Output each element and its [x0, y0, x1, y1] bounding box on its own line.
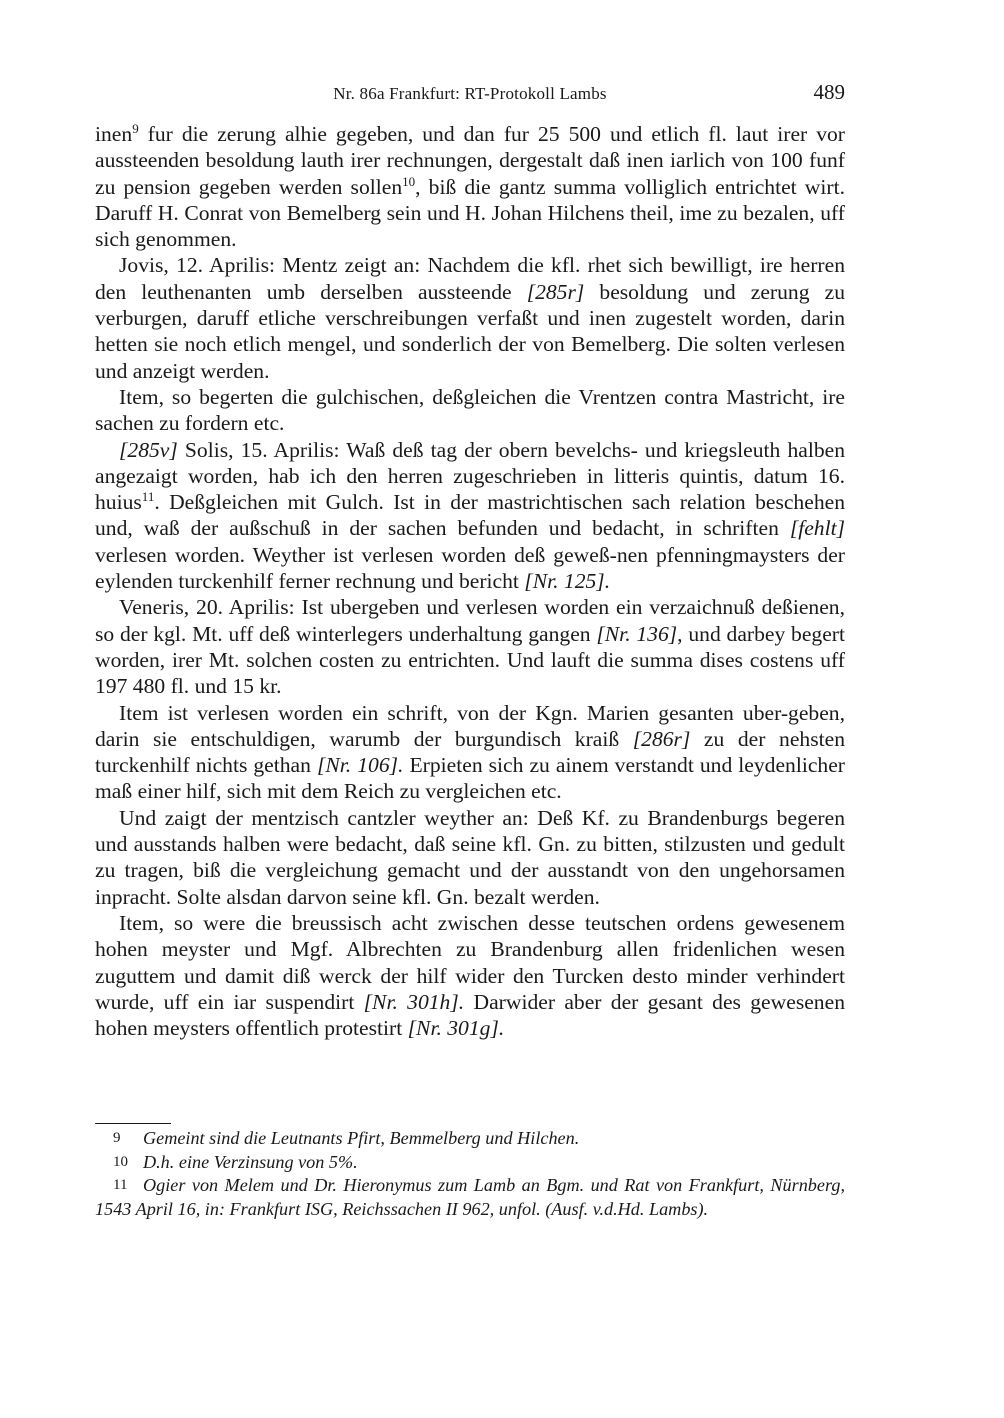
footnote-ref-11[interactable]: 11	[141, 489, 155, 505]
paragraph-2: Jovis, 12. Aprilis: Mentz zeigt an: Nachdem die kfl. rhet sich bewilligt, ire herren den leuthenanten umb derselben aussteende [285r] besoldung und zerung zu verburgen, daruff etliche verschreibungen verfaßt und inen zugestelt worden, darin hetten sie noch etlich mengel, und sonderlich der von Bemelberg. Die solten verlesen und anzeigt werden.	[95, 253, 846, 383]
paragraph-7: Und zaigt der mentzisch cantzler weyther an: Deß Kf. zu Brandenburgs begeren und ausstands halben were bedacht, daß seine kfl. Gn. zu bitten, stilzusten und gedult zu tragen, biß die vergleichung gemacht und der ausstandt von den ungehorsamen inpracht. Solte alsdan darvon seine kfl. Gn. bezalt werden.	[95, 805, 845, 909]
footnote-text: D.h. eine Verzinsung von 5%.	[143, 1151, 358, 1172]
footnote-ref-9[interactable]: 9	[132, 121, 139, 136]
footnote-number: 11	[113, 1177, 128, 1194]
document-reference: [Nr. 136]	[596, 621, 678, 646]
folio-marker: [286r]	[632, 726, 691, 751]
footnote-ref-10[interactable]: 10	[402, 173, 416, 189]
footnotes	[95, 1127, 845, 1221]
document-reference: [Nr. 301g].	[407, 1016, 505, 1041]
document-reference: [Nr. 106].	[316, 753, 404, 778]
paragraph-4: [285v] Solis, 15. Aprilis: Waß deß tag der obern bevelchs- und kriegsleuth halben angezaigt worden, hab ich den herren zugeschrieben in litteris quintis, datum 16. huius$^{11}$. Deßgleichen mit Gulch. Ist in der mastrichtischen sach relation beschehen und, waß der außschuß in der sachen befunden und bedacht, in schriften [fehlt] verlesen worden. Weyther ist verlesen worden deß geweß-nen pfenningmaysters der eylenden turckenhilf ferner rechnung und bericht [Nr. 125].	[95, 437, 845, 594]
paragraph-5: Veneris, 20. Aprilis: Ist ubergeben und verlesen worden ein verzaichnuß deßienen, so der kgl. Mt. uff deß winterlegers underhaltung gangen [Nr. 136], und darbey begert worden, irer Mt. solchen costen zu entrichten. Und lauft die summa dises costens uff 197 480 fl. und 15 kr.	[95, 595, 846, 699]
footnote-11	[95, 1174, 845, 1221]
running-title: Nr. 86a Frankfurt: RT-Protokoll Lambs	[333, 84, 607, 103]
footnote-text: Ogier von Melem und Dr. Hieronymus zum Lamb an Bgm. und Rat von Frankfurt, Nürnberg, 1543 April 16, in: Frankfurt ISG, Reichssachen II 962, unfol. (Ausf. v.d.Hd. Lambs).	[95, 1175, 845, 1219]
footnote-10	[95, 1151, 845, 1175]
main-text	[95, 121, 845, 1041]
paragraph-6: Item ist verlesen worden ein schrift, von der Kgn. Marien gesanten uber-geben, darin sie entschuldigen, warumb der burgundisch kraiß [286r] zu der nehsten turckenhilf nichts gethan [Nr. 106]. Erpieten sich zu ainem verstandt und leydenlicher maß einer hilf, sich mit dem Reich zu vergleichen etc.	[95, 700, 845, 804]
document-reference: [Nr. 301h].	[363, 989, 465, 1014]
folio-marker: [285r]	[526, 279, 585, 304]
paragraph-8: Item, so were die breussisch acht zwischen desse teutschen ordens gewesenem hohen meyster und Mgf. Albrechten zu Brandenburg allen fridenlichen wesen zuguttem und damit diß werck der hilf wider den Turcken desto minder verhindert wurde, uff ein iar suspendirt [Nr. 301h]. Darwider aber der gesant des gewesenen hohen meysters offentlich protestirt [Nr. 301g].	[95, 910, 845, 1041]
editorial-note: [fehlt]	[789, 516, 845, 541]
paragraph-3: Item, so begerten die gulchischen, deßgleichen die Vrentzen contra Mastricht, ire sachen zu fordern etc.	[95, 384, 845, 436]
folio-marker: [285v]	[119, 437, 178, 462]
paragraph-1: inen$^9$ fur die zerung alhie gegeben, und dan fur 25 500 und etlich fl. laut irer vor aussteenden besoldung lauth irer rechnungen, dergestalt daß inen iarlich von 100 funf zu pension gegeben werden sollen$^{10}$, biß die gantz summa volliglich entrichtet wirt. Daruff H. Conrat von Bemelberg sein und H. Johan Hilchens theil, ime zu bezalen, uff sich genommen.	[95, 121, 845, 252]
running-header	[95, 80, 845, 110]
footnote-9	[95, 1127, 845, 1151]
footnote-number: 9	[113, 1130, 121, 1146]
footnote-divider	[95, 1123, 171, 1124]
page-number: 489	[813, 80, 845, 104]
footnote-number: 10	[113, 1153, 128, 1170]
document-reference: [Nr. 125].	[524, 569, 611, 594]
footnote-text: Gemeint sind die Leutnants Pfirt, Bemmelberg und Hilchen.	[143, 1128, 580, 1148]
